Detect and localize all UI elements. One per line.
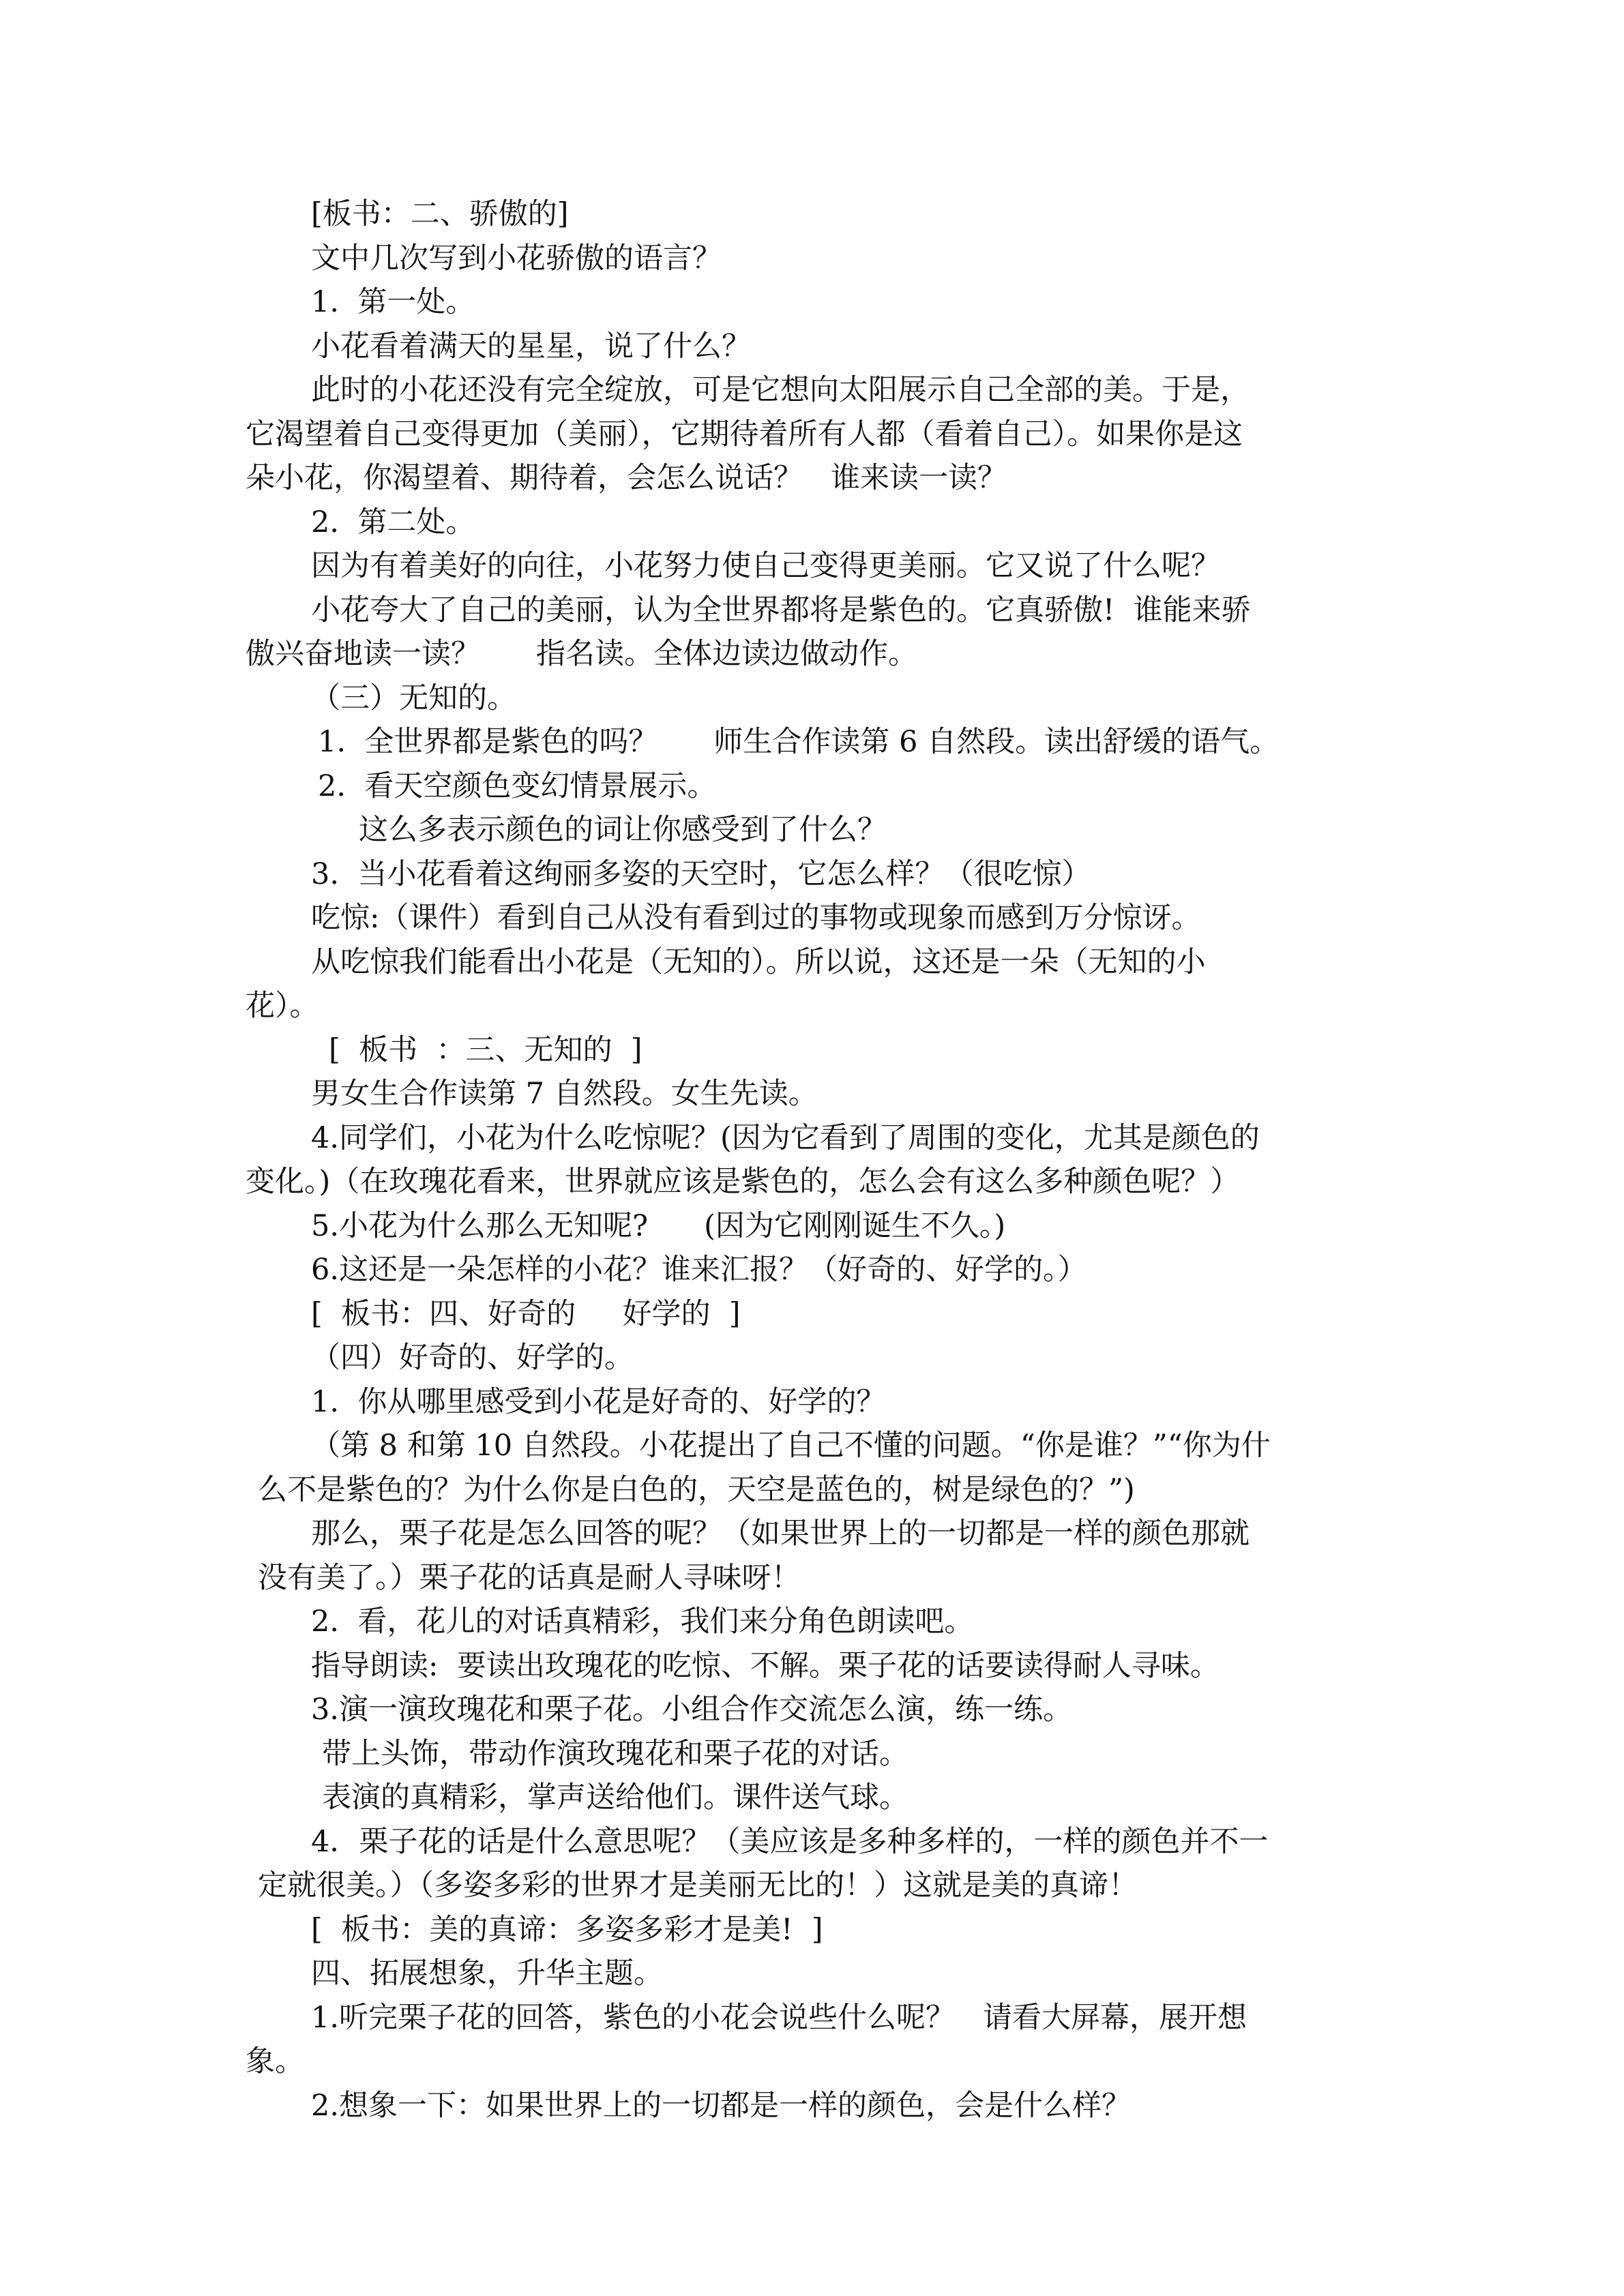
paragraph-line: 从吃惊我们能看出小花是（无知的）。所以说，这还是一朵（无知的小	[311, 944, 1206, 979]
section-heading: （三）无知的。	[311, 681, 516, 715]
section-heading: （四）好奇的、好学的。	[311, 1341, 634, 1375]
paragraph-line: 小花夸大了自己的美丽，认为全世界都将是紫色的。它真骄傲! 谁能来骄	[311, 593, 1251, 627]
paragraph-line: 象。	[246, 2044, 304, 2078]
paragraph-line: 定就很美。）（多姿多彩的世界才是美丽无比的！）这就是美的真谛！	[258, 1868, 1138, 1903]
list-item: 2. 看天空颜色变幻情景展示。	[318, 769, 717, 803]
paragraph-line: 变化。)（在玫瑰花看来，世界就应该是紫色的，怎么会有这么多种颜色呢？）	[246, 1165, 1240, 1199]
paragraph-line: 没有美了。）栗子花的话真是耐人寻味呀！	[258, 1560, 801, 1595]
paragraph-line: 小花看着满天的星星，说了什么？	[311, 329, 751, 363]
paragraph-line: 此时的小花还没有完全绽放，可是它想向太阳展示自己全部的美。于是，	[311, 373, 1250, 407]
list-item: 5.小花为什么那么无知呢? (因为它刚刚诞生不久。)	[311, 1208, 1006, 1243]
list-item: 1. 你从哪里感受到小花是好奇的、好学的？	[311, 1384, 886, 1419]
document-body	[246, 192, 1378, 2128]
list-item: 2. 第二处。	[311, 505, 475, 539]
paragraph-line: 指导朗读: 要读出玫瑰花的吃惊、不解。栗子花的话要读得耐人寻味。	[311, 1648, 1220, 1683]
section-heading: 四、拓展想象，升华主题。	[311, 1956, 663, 1991]
board-note-heading: [ 板书：四、好奇的 好学的 ]	[311, 1296, 741, 1331]
paragraph-line: 表演的真精彩，掌声送给他们。课件送气球。	[322, 1780, 909, 1815]
board-note-heading: [ 板书：美的真谛：多姿多彩才是美! ]	[311, 1912, 823, 1947]
list-item: 3.演一演玫瑰花和栗子花。小组合作交流怎么演，练一练。	[311, 1693, 1073, 1727]
paragraph-line: 傲兴奋地读一读？ 指名读。全体边读边做动作。	[246, 637, 918, 671]
paragraph-line: 因为有着美好的向往，小花努力使自己变得更美丽。它又说了什么呢？	[311, 549, 1220, 583]
paragraph-line: 它渴望着自己变得更加（美丽），它期待着所有人都（看着自己）。如果你是这	[246, 417, 1243, 451]
list-item: 2. 看，花儿的对话真精彩，我们来分角色朗读吧。	[311, 1605, 974, 1639]
paragraph-line: 吃惊:（课件）看到自己从没有看到过的事物或现象而感到万分惊讶。	[311, 901, 1201, 935]
list-item: 4.同学们，小花为什么吃惊呢？(因为它看到了周围的变化，尤其是颜色的	[311, 1120, 1260, 1155]
paragraph-line: 朵小花，你渴望着、期待着，会怎么说话？ 谁来读一读？	[246, 461, 1007, 495]
paragraph-line: 男女生合作读第 7 自然段。女生先读。	[311, 1077, 818, 1111]
paragraph-line: 花）。	[246, 989, 319, 1023]
paragraph-line: 这么多表示颜色的词让你感受到了什么？	[359, 813, 887, 847]
list-item: 2.想象一下：如果世界上的一切都是一样的颜色，会是什么样？	[311, 2088, 1132, 2123]
list-item: 3. 当小花看着这绚丽多姿的天空时，它怎么样？（很吃惊）	[311, 856, 1091, 891]
paragraph-line: （第 8 和第 10 自然段。小花提出了自己不懂的问题。“你是谁？”“你为什	[311, 1429, 1271, 1463]
list-item: 1. 全世界都是紫色的吗？ 师生合作读第 6 自然段。读出舒缓的语气。	[318, 725, 1280, 759]
list-item: 6.这还是一朵怎样的小花？谁来汇报？（好奇的、好学的。）	[311, 1253, 1087, 1287]
list-item: 4．栗子花的话是什么意思呢？（美应该是多种多样的，一样的颜色并不一	[311, 1824, 1269, 1859]
board-note-heading: [ 板书 ：三、无知的 ]	[329, 1032, 643, 1067]
paragraph-line: 带上头饰，带动作演玫瑰花和栗子花的对话。	[322, 1736, 909, 1771]
paragraph-line: 么不是紫色的？为什么你是白色的，天空是蓝色的，树是绿色的？”)	[258, 1472, 1135, 1507]
paragraph-line: 文中几次写到小花骄傲的语言？	[311, 241, 722, 275]
list-item: 1.听完栗子花的回答，紫色的小花会说些什么呢？ 请看大屏幕，展开想	[311, 2000, 1247, 2035]
paragraph-line: 那么，栗子花是怎么回答的呢？（如果世界上的一切都是一样的颜色那就	[311, 1517, 1250, 1551]
list-item: 1. 第一处。	[311, 285, 475, 319]
board-note-heading: [板书：二、骄傲的]	[311, 197, 569, 231]
